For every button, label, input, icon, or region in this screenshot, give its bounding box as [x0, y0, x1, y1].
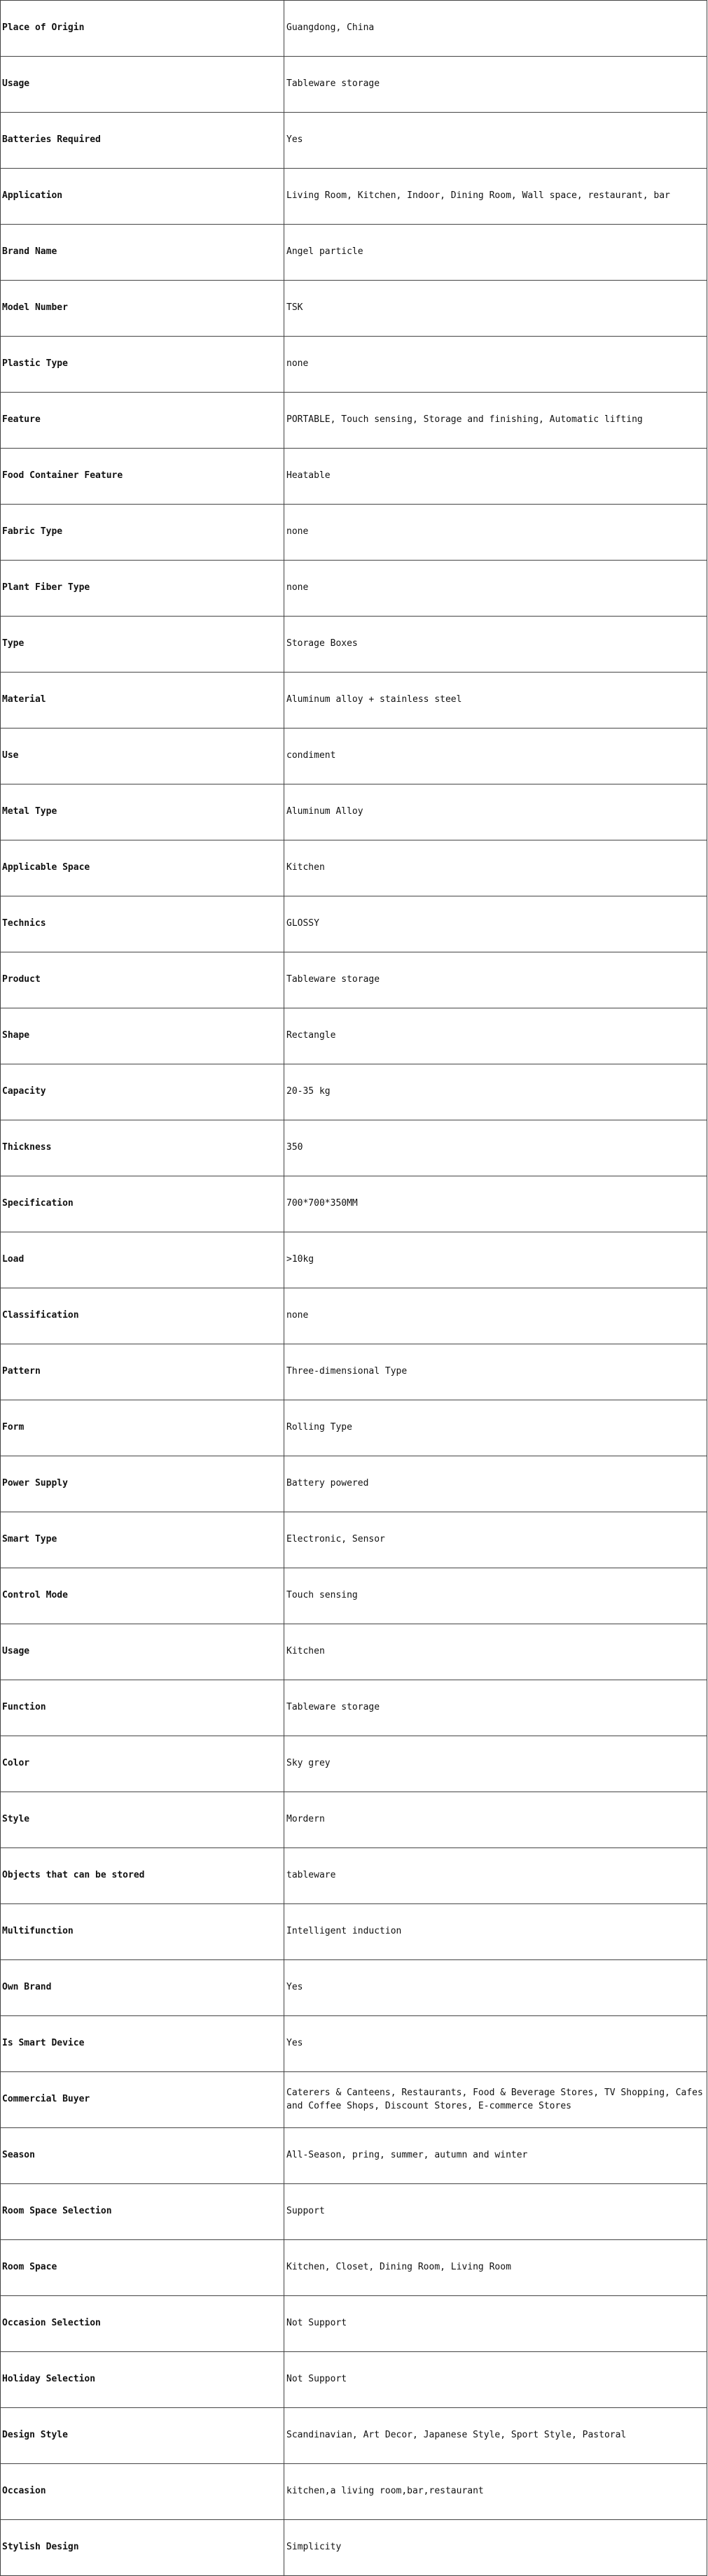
attribute-label: Application [1, 169, 284, 225]
attribute-value: Three-dimensional Type [284, 1344, 707, 1400]
attribute-value: none [284, 1288, 707, 1344]
table-row [1, 1176, 707, 1232]
attribute-label: Batteries Required [1, 113, 284, 169]
table-row [1, 1064, 707, 1120]
attribute-value: Mordern [284, 1792, 707, 1848]
attribute-label: Plant Fiber Type [1, 561, 284, 617]
attribute-label: Capacity [1, 1064, 284, 1120]
attribute-value: PORTABLE, Touch sensing, Storage and finishing, Automatic lifting [284, 393, 707, 449]
attribute-label: Model Number [1, 281, 284, 337]
table-row [1, 505, 707, 561]
table-row [1, 2072, 707, 2128]
table-row [1, 1848, 707, 1904]
attribute-value: 700*700*350MM [284, 1176, 707, 1232]
attribute-label: Shape [1, 1008, 284, 1064]
attribute-label: Food Container Feature [1, 449, 284, 505]
table-row [1, 2520, 707, 2576]
attribute-label: Metal Type [1, 784, 284, 840]
table-row [1, 952, 707, 1008]
table-row [1, 2184, 707, 2240]
attribute-value: Tableware storage [284, 57, 707, 113]
attribute-value: 20-35 kg [284, 1064, 707, 1120]
attribute-label: Type [1, 617, 284, 673]
table-row [1, 840, 707, 896]
table-row [1, 169, 707, 225]
attribute-value: kitchen,a living room,bar,restaurant [284, 2464, 707, 2520]
attribute-label: Usage [1, 1624, 284, 1680]
table-row [1, 1456, 707, 1512]
attribute-label: Objects that can be stored [1, 1848, 284, 1904]
table-row [1, 1120, 707, 1176]
attribute-value: Rolling Type [284, 1400, 707, 1456]
table-row [1, 337, 707, 393]
attribute-value: 350 [284, 1120, 707, 1176]
attribute-value: Kitchen [284, 1624, 707, 1680]
attribute-value: Tableware storage [284, 952, 707, 1008]
table-row [1, 2408, 707, 2464]
table-row [1, 2464, 707, 2520]
attribute-value: Electronic, Sensor [284, 1512, 707, 1568]
attribute-value: Heatable [284, 449, 707, 505]
attribute-label: Style [1, 1792, 284, 1848]
attribute-label: Classification [1, 1288, 284, 1344]
attribute-label: Place of Origin [1, 1, 284, 57]
table-row [1, 617, 707, 673]
table-row [1, 784, 707, 840]
attribute-value: Intelligent induction [284, 1904, 707, 1960]
attribute-value: Yes [284, 113, 707, 169]
table-row [1, 1344, 707, 1400]
table-row [1, 113, 707, 169]
attribute-label: Pattern [1, 1344, 284, 1400]
table-row [1, 1904, 707, 1960]
table-row [1, 225, 707, 281]
table-row [1, 57, 707, 113]
attribute-label: Stylish Design [1, 2520, 284, 2576]
attribute-value: none [284, 337, 707, 393]
attribute-value: Battery powered [284, 1456, 707, 1512]
attribute-label: Room Space Selection [1, 2184, 284, 2240]
attribute-value: Caterers & Canteens, Restaurants, Food & Beverage Stores, TV Shopping, Cafes and Coffee Shops, Discount Stores, E-commerce Stores [284, 2072, 707, 2128]
attribute-value: Sky grey [284, 1736, 707, 1792]
attribute-label: Load [1, 1232, 284, 1288]
attribute-value: All-Season, pring, summer, autumn and winter [284, 2128, 707, 2184]
attribute-label: Room Space [1, 2240, 284, 2296]
attribute-label: Specification [1, 1176, 284, 1232]
attribute-label: Own Brand [1, 1960, 284, 2016]
table-row [1, 1288, 707, 1344]
table-row [1, 2352, 707, 2408]
table-row [1, 449, 707, 505]
table-row [1, 1792, 707, 1848]
product-attributes-body [1, 1, 707, 2576]
attribute-label: Product [1, 952, 284, 1008]
attribute-label: Form [1, 1400, 284, 1456]
attribute-value: Rectangle [284, 1008, 707, 1064]
table-row [1, 2016, 707, 2072]
table-row [1, 561, 707, 617]
attribute-value: Tableware storage [284, 1680, 707, 1736]
table-row [1, 2296, 707, 2352]
attribute-value: Living Room, Kitchen, Indoor, Dining Room, Wall space, restaurant, bar [284, 169, 707, 225]
attribute-value: TSK [284, 281, 707, 337]
table-row [1, 281, 707, 337]
attribute-label: Multifunction [1, 1904, 284, 1960]
attribute-label: Commercial Buyer [1, 2072, 284, 2128]
table-row [1, 673, 707, 729]
attribute-value: Not Support [284, 2352, 707, 2408]
attribute-value: none [284, 561, 707, 617]
attribute-label: Power Supply [1, 1456, 284, 1512]
table-row [1, 1, 707, 57]
table-row [1, 1736, 707, 1792]
attribute-value: Aluminum Alloy [284, 784, 707, 840]
attribute-label: Technics [1, 896, 284, 952]
attribute-label: Design Style [1, 2408, 284, 2464]
table-row [1, 2240, 707, 2296]
attribute-value: >10kg [284, 1232, 707, 1288]
table-row [1, 393, 707, 449]
attribute-value: Simplicity [284, 2520, 707, 2576]
table-row [1, 1400, 707, 1456]
attribute-label: Season [1, 2128, 284, 2184]
attribute-value: condiment [284, 729, 707, 784]
attribute-value: none [284, 505, 707, 561]
attribute-label: Is Smart Device [1, 2016, 284, 2072]
attribute-label: Applicable Space [1, 840, 284, 896]
attribute-value: Guangdong, China [284, 1, 707, 57]
table-row [1, 1008, 707, 1064]
attribute-value: Not Support [284, 2296, 707, 2352]
table-row [1, 1680, 707, 1736]
attribute-label: Occasion [1, 2464, 284, 2520]
attribute-value: Aluminum alloy + stainless steel [284, 673, 707, 729]
attribute-label: Occasion Selection [1, 2296, 284, 2352]
table-row [1, 729, 707, 784]
table-row [1, 1624, 707, 1680]
attribute-label: Control Mode [1, 1568, 284, 1624]
attribute-label: Holiday Selection [1, 2352, 284, 2408]
attribute-value: Yes [284, 1960, 707, 2016]
attribute-label: Material [1, 673, 284, 729]
table-row [1, 2128, 707, 2184]
attribute-value: Kitchen, Closet, Dining Room, Living Room [284, 2240, 707, 2296]
attribute-label: Use [1, 729, 284, 784]
attribute-value: Angel particle [284, 225, 707, 281]
attribute-value: GLOSSY [284, 896, 707, 952]
attribute-label: Smart Type [1, 1512, 284, 1568]
attribute-label: Thickness [1, 1120, 284, 1176]
table-row [1, 1232, 707, 1288]
attribute-value: Scandinavian, Art Decor, Japanese Style, Sport Style, Pastoral [284, 2408, 707, 2464]
attribute-value: Storage Boxes [284, 617, 707, 673]
attribute-label: Color [1, 1736, 284, 1792]
table-row [1, 1568, 707, 1624]
table-row [1, 1960, 707, 2016]
attribute-label: Fabric Type [1, 505, 284, 561]
attribute-label: Brand Name [1, 225, 284, 281]
attribute-label: Usage [1, 57, 284, 113]
attribute-label: Function [1, 1680, 284, 1736]
table-row [1, 896, 707, 952]
attribute-label: Plastic Type [1, 337, 284, 393]
attribute-value: Kitchen [284, 840, 707, 896]
table-row [1, 1512, 707, 1568]
attribute-value: tableware [284, 1848, 707, 1904]
attribute-value: Touch sensing [284, 1568, 707, 1624]
attribute-value: Yes [284, 2016, 707, 2072]
attribute-label: Feature [1, 393, 284, 449]
attribute-value: Support [284, 2184, 707, 2240]
